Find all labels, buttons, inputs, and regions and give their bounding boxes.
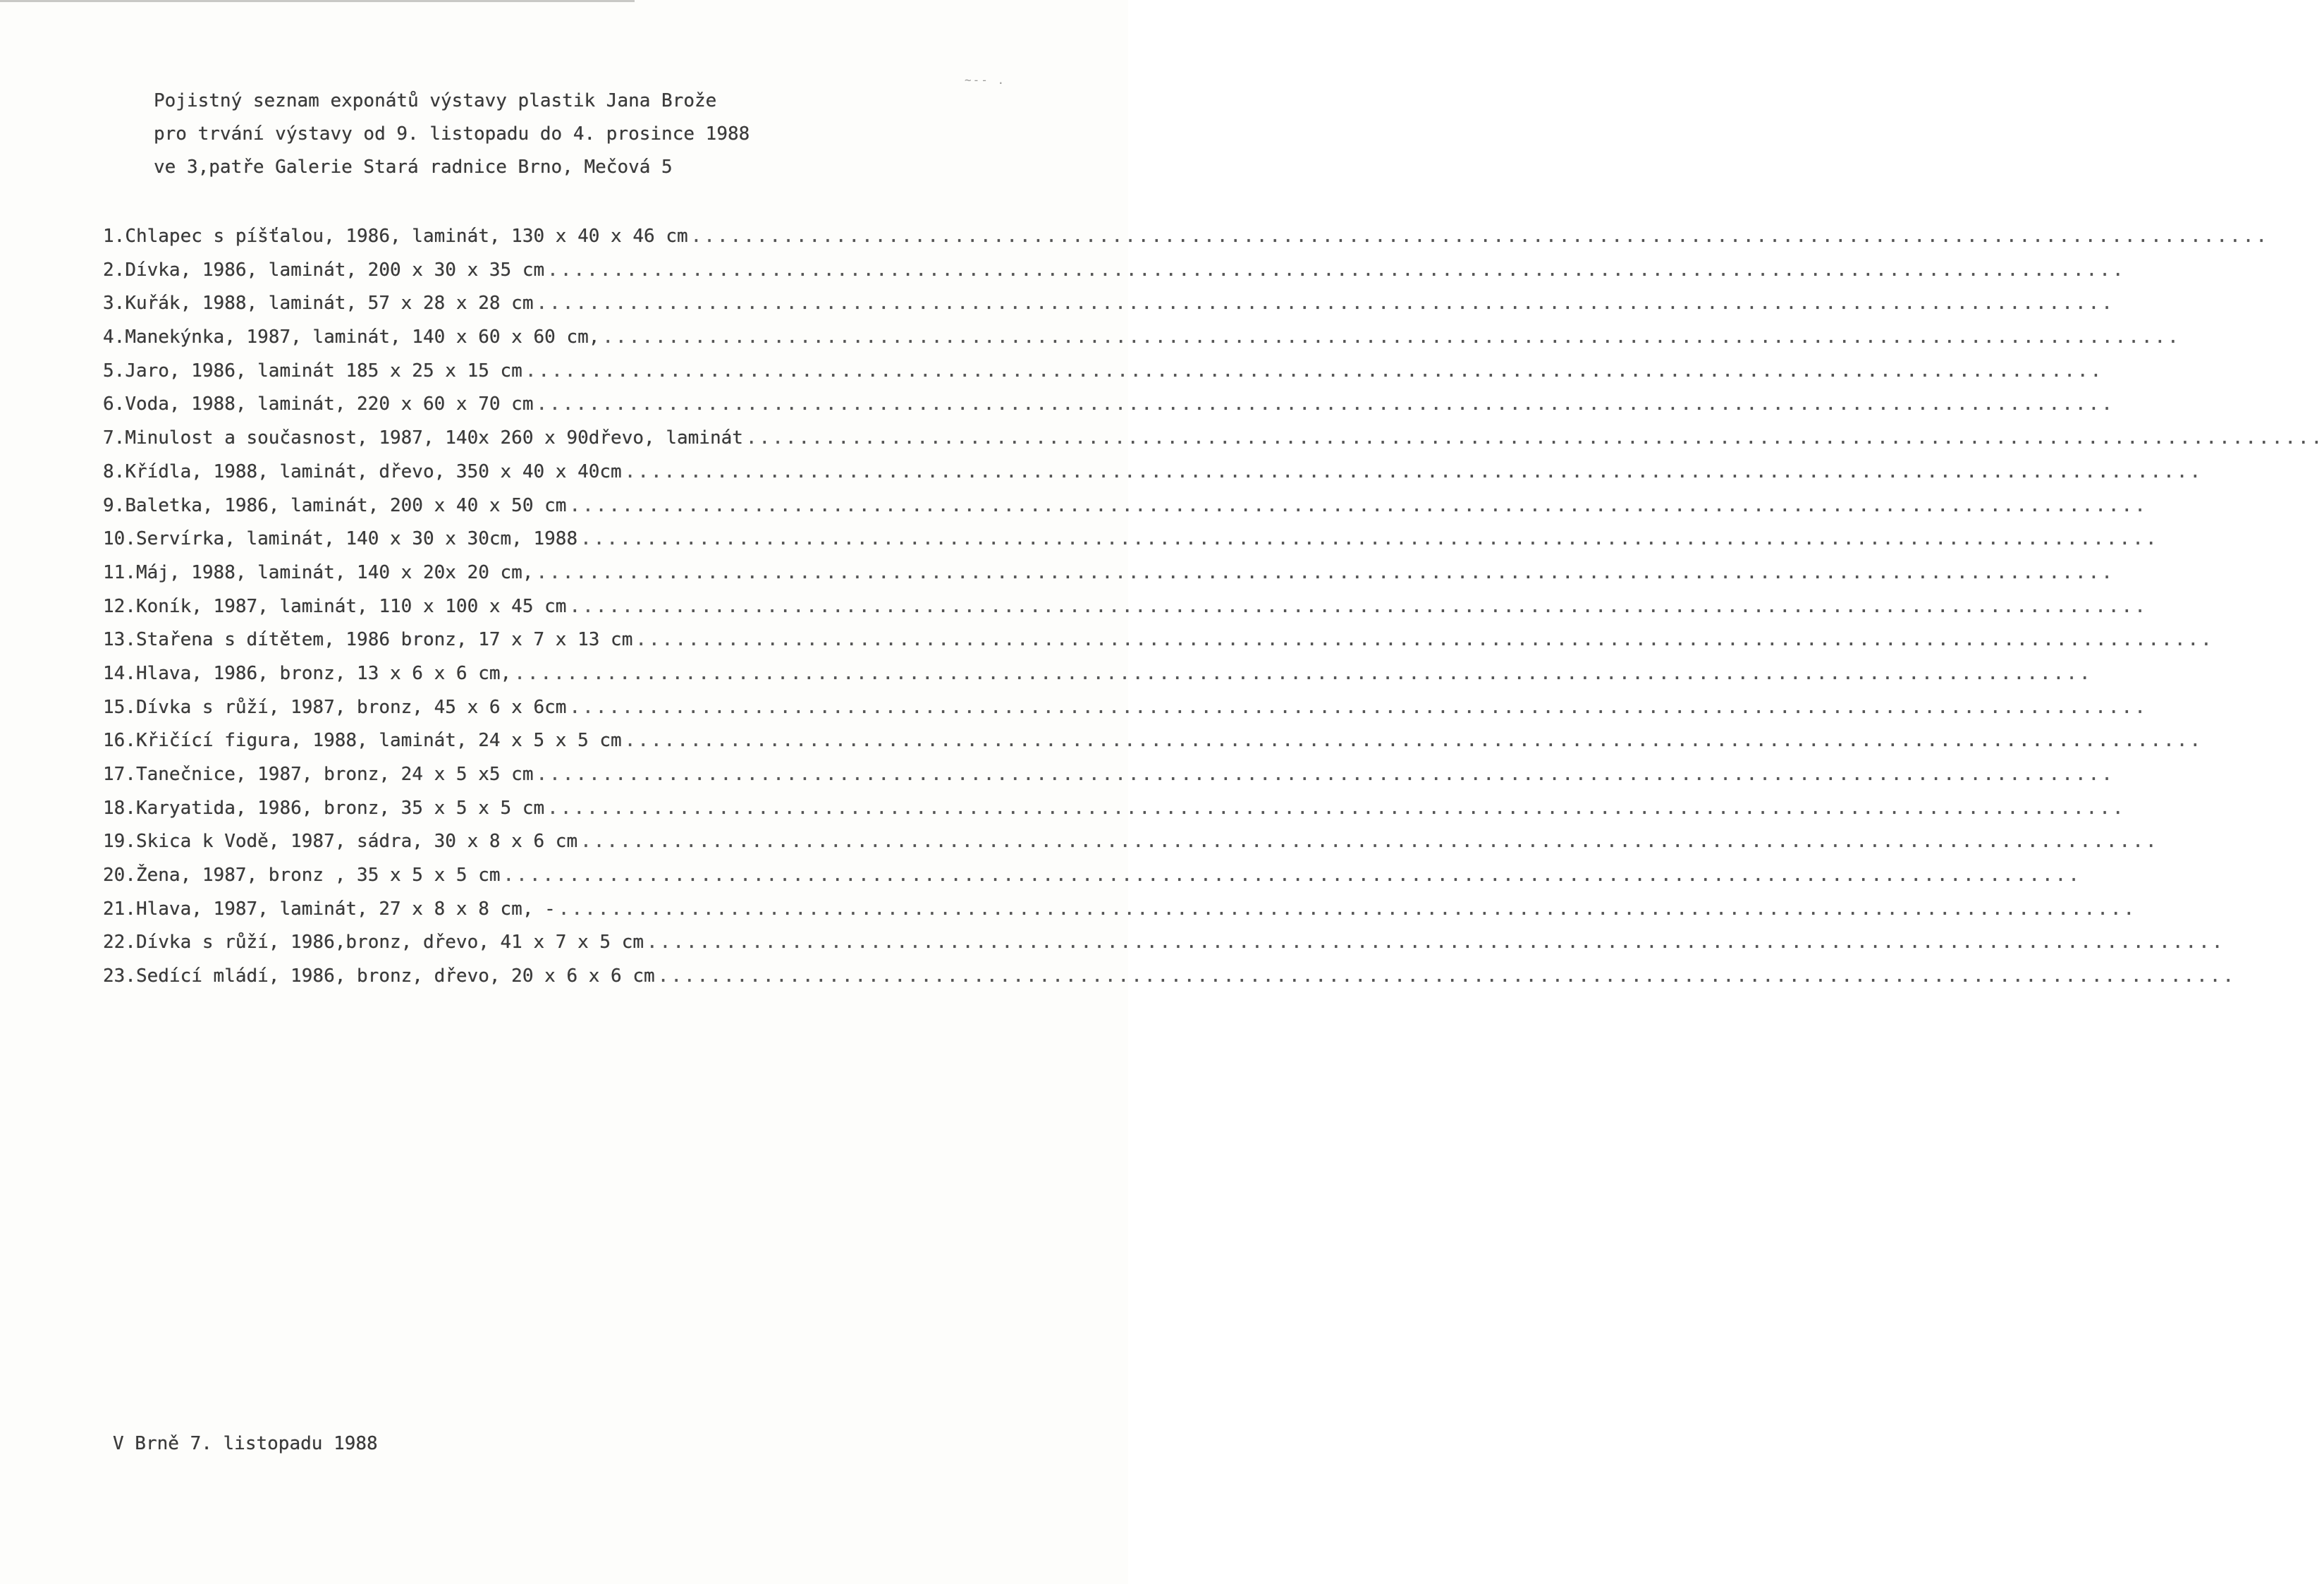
- item-number: 11.: [103, 561, 136, 583]
- dot-leader: ........................................................................................................................: [624, 461, 2203, 482]
- dot-leader: ........................................................................................................................: [647, 932, 2225, 954]
- dot-leader: ........................................................................................................................: [690, 226, 2270, 247]
- list-item: [103, 859, 2081, 893]
- header-line-3: ve 3,patře Galerie Stará radnice Brno, Mečová 5: [154, 157, 673, 178]
- dot-leader: ........................................................................................................................: [580, 528, 2159, 550]
- dot-leader: ........................................................................................................................: [580, 831, 2159, 853]
- list-item: [103, 691, 2148, 725]
- list-item: [103, 926, 2225, 960]
- item-description: Dívka s růží, 1986,bronz, dřevo, 41 x 7 x 5 cm: [135, 932, 644, 954]
- dot-leader: ........................................................................................................................: [525, 360, 2104, 382]
- item-number: 21.: [103, 898, 136, 920]
- item-number: 22.: [103, 932, 136, 954]
- item-number: 1.: [103, 226, 126, 247]
- dot-leader: ........................................................................................................................: [536, 764, 2115, 785]
- item-description: Hlava, 1986, bronz, 13 x 6 x 6 cm,: [135, 662, 512, 684]
- item-description: Skica k Vodě, 1987, sádra, 30 x 8 x 6 cm: [135, 831, 578, 853]
- item-number: 23.: [103, 965, 136, 987]
- list-item: [103, 489, 2148, 523]
- dot-leader: ........................................................................................................................: [547, 797, 2126, 819]
- item-description: Kuřák, 1988, laminát, 57 x 28 x 28 cm: [125, 293, 534, 315]
- item-description: Manekýnka, 1987, laminát, 140 x 60 x 60 cm,: [125, 327, 600, 348]
- list-item: [103, 758, 2115, 792]
- item-description: Sedící mládí, 1986, bronz, dřevo, 20 x 6 x 6 cm: [135, 965, 655, 987]
- list-item: [103, 556, 2115, 590]
- dot-leader: ........................................................................................................................: [536, 394, 2115, 415]
- exhibit-list: [103, 220, 2324, 994]
- item-description: Baletka, 1986, laminát, 200 x 40 x 50 cm: [125, 494, 567, 516]
- item-description: Minulost a současnost, 1987, 140x 260 x 90dřevo, laminát: [125, 427, 743, 449]
- dot-leader: ........................................................................................................................: [547, 259, 2126, 281]
- item-number: 20.: [103, 865, 136, 887]
- item-number: 10.: [103, 528, 136, 550]
- item-description: Karyatida, 1986, bronz, 35 x 5 x 5 cm: [135, 797, 545, 819]
- item-number: 12.: [103, 595, 136, 617]
- header-line-1: Pojistný seznam exponátů výstavy plastik Jana Brože: [154, 90, 717, 111]
- item-number: 4.: [103, 327, 126, 348]
- item-number: 14.: [103, 662, 136, 684]
- dot-leader: ........................................................................................................................: [503, 865, 2081, 887]
- item-description: Máj, 1988, laminát, 140 x 20x 20 cm,: [135, 561, 534, 583]
- list-item: [103, 657, 2093, 691]
- item-number: 19.: [103, 831, 136, 853]
- dot-leader: ........................................................................................................................: [635, 629, 2214, 651]
- item-description: Dívka, 1986, laminát, 200 x 30 x 35 cm: [125, 259, 545, 281]
- list-item: [103, 422, 2324, 456]
- dot-leader: ........................................................................................................................: [536, 293, 2115, 315]
- item-number: 16.: [103, 730, 136, 752]
- dot-leader: ........................................................................................................................: [536, 561, 2115, 583]
- document-header: [154, 85, 750, 184]
- dot-leader: ........................................................................................................................: [514, 662, 2093, 684]
- item-description: Dívka s růží, 1987, bronz, 45 x 6 x 6cm: [135, 696, 567, 718]
- item-description: Voda, 1988, laminát, 220 x 60 x 70 cm: [125, 394, 534, 415]
- item-number: 8.: [103, 461, 126, 482]
- dot-leader: ........................................................................................................................: [745, 427, 2324, 449]
- item-description: Servírka, laminát, 140 x 30 x 30cm, 1988: [135, 528, 578, 550]
- item-description: Křičící figura, 1988, laminát, 24 x 5 x 5 cm: [135, 730, 622, 752]
- item-number: 5.: [103, 360, 126, 382]
- list-item: [103, 623, 2214, 657]
- item-number: 15.: [103, 696, 136, 718]
- paper-top-edge: [0, 0, 635, 2]
- dot-leader: ........................................................................................................................: [624, 730, 2203, 752]
- header-line-2: pro trvání výstavy od 9. listopadu do 4. prosince 1988: [154, 123, 750, 145]
- list-item: [103, 321, 2181, 355]
- dot-leader: ........................................................................................................................: [602, 327, 2181, 348]
- item-description: Chlapec s píšťalou, 1986, laminát, 130 x 40 x 46 cm: [125, 226, 688, 247]
- dot-leader: ........................................................................................................................: [657, 965, 2237, 987]
- item-description: Stařena s dítětem, 1986 bronz, 17 x 7 x 13 cm: [135, 629, 633, 651]
- list-item: [103, 960, 2237, 994]
- dot-leader: ........................................................................................................................: [569, 696, 2148, 718]
- item-description: Koník, 1987, laminát, 110 x 100 x 45 cm: [135, 595, 567, 617]
- list-item: [103, 590, 2148, 624]
- list-item: [103, 792, 2126, 826]
- item-number: 7.: [103, 427, 126, 449]
- list-item: [103, 724, 2203, 758]
- list-item: [103, 355, 2104, 389]
- list-item: [103, 220, 2270, 254]
- item-description: Křídla, 1988, laminát, dřevo, 350 x 40 x 40cm: [125, 461, 622, 482]
- list-item: [103, 287, 2115, 321]
- list-item: [103, 388, 2115, 422]
- document-footer: [113, 1433, 378, 1454]
- list-item: [103, 254, 2126, 288]
- item-number: 18.: [103, 797, 136, 819]
- place-date-line: V Brně 7. listopadu 1988: [113, 1433, 378, 1454]
- dot-leader: ........................................................................................................................: [569, 494, 2148, 516]
- list-item: [103, 523, 2159, 556]
- item-description: Jaro, 1986, laminát 185 x 25 x 15 cm: [125, 360, 522, 382]
- item-number: 13.: [103, 629, 136, 651]
- dot-leader: ........................................................................................................................: [558, 898, 2137, 920]
- list-item: [103, 893, 2137, 927]
- item-description: Tanečnice, 1987, bronz, 24 x 5 x5 cm: [135, 764, 534, 785]
- item-number: 6.: [103, 394, 126, 415]
- dot-leader: ........................................................................................................................: [569, 595, 2148, 617]
- pencil-mark: ~-- .: [965, 73, 1006, 87]
- item-number: 2.: [103, 259, 126, 281]
- list-item: [103, 825, 2159, 859]
- list-item: [103, 456, 2203, 489]
- item-description: Žena, 1987, bronz , 35 x 5 x 5 cm: [135, 865, 501, 887]
- item-description: Hlava, 1987, laminát, 27 x 8 x 8 cm, -: [135, 898, 556, 920]
- item-number: 3.: [103, 293, 126, 315]
- item-number: 17.: [103, 764, 136, 785]
- item-number: 9.: [103, 494, 126, 516]
